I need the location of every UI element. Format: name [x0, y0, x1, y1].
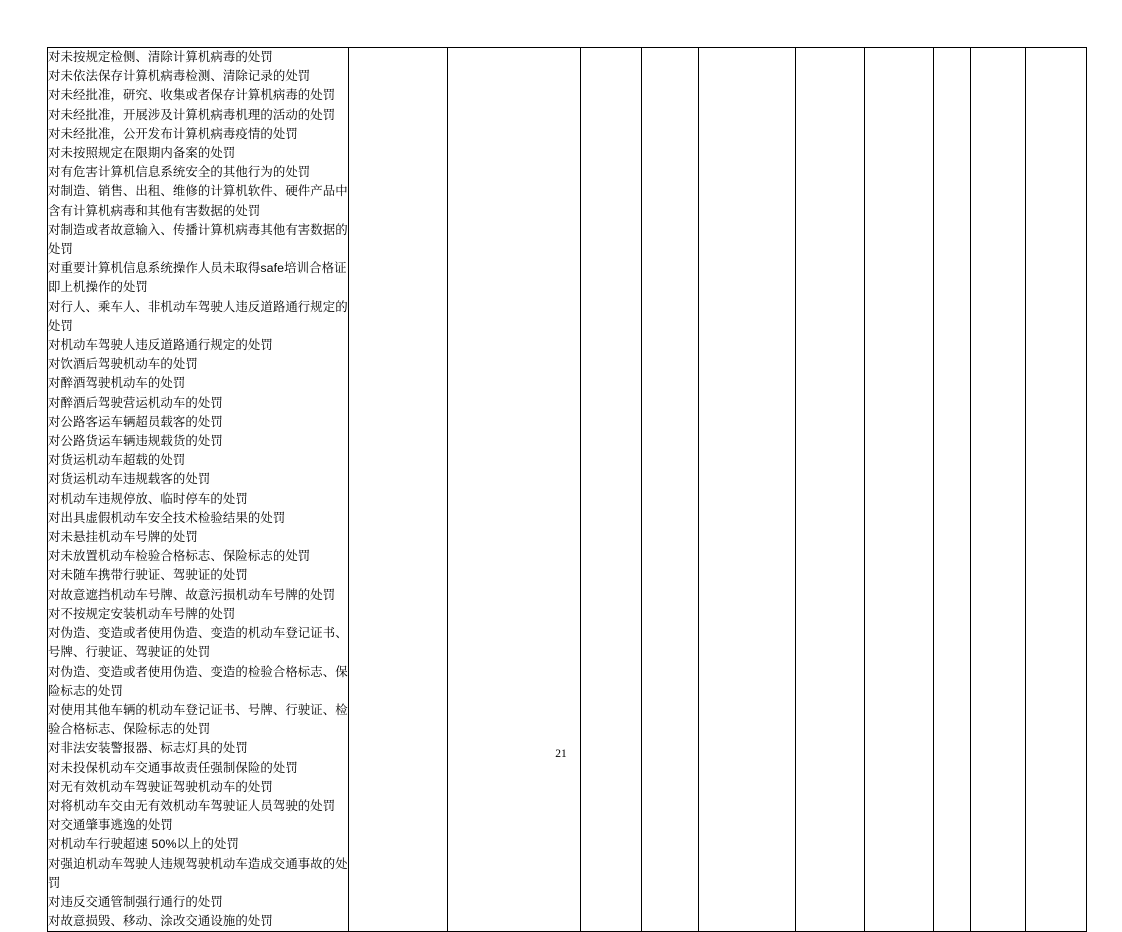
list-item: 对饮酒后驾驶机动车的处罚: [48, 357, 198, 372]
list-item: 对醉酒后驾驶营运机动车的处罚: [48, 395, 223, 410]
list-item: 对未随车携带行驶证、驾驶证的处罚: [48, 568, 248, 583]
list-item: 对未依法保存计算机病毒检测、清除记录的处罚: [48, 69, 311, 84]
list-item: 对伪造、变造或者使用伪造、变造的检验合格标志、保险标志的处罚: [48, 664, 348, 698]
list-item: 对未悬挂机动车号牌的处罚: [48, 530, 198, 545]
table-cell-col9: [934, 48, 971, 932]
list-item: 对违反交通管制强行通行的处罚: [48, 894, 223, 909]
administrative-penalty-table: [47, 47, 1087, 932]
list-item: 对重要计算机信息系统操作人员未取得safe培训合格证即上机操作的处罚: [48, 261, 347, 295]
table-row: [48, 48, 1087, 932]
list-item: 对机动车驾驶人违反道路通行规定的处罚: [48, 338, 273, 353]
list-item: 对交通肇事逃逸的处罚: [48, 818, 173, 833]
table-cell-col3: [448, 48, 581, 932]
list-item: 对出具虚假机动车安全技术检验结果的处罚: [48, 510, 286, 525]
list-item: 对货运机动车超载的处罚: [48, 453, 186, 468]
list-item: 对公路客运车辆超员载客的处罚: [48, 414, 223, 429]
table-cell-col10: [971, 48, 1026, 932]
list-item: 对故意遮挡机动车号牌、故意污损机动车号牌的处罚: [48, 587, 336, 602]
table-cell-col6: [699, 48, 796, 932]
list-item: 对非法安装警报器、标志灯具的处罚: [48, 741, 248, 756]
list-item: 对醉酒驾驶机动车的处罚: [48, 376, 186, 391]
list-item: 对制造或者故意输入、传播计算机病毒其他有害数据的处罚: [48, 222, 348, 257]
list-item: 对故意损毁、移动、涂改交通设施的处罚: [48, 914, 273, 929]
list-item: 对未经批准，研究、收集或者保存计算机病毒的处罚: [48, 88, 336, 103]
table-container: [47, 47, 1075, 932]
penalty-items-cell: [48, 48, 349, 932]
table-cell-col8: [865, 48, 934, 932]
list-item: 对货运机动车违规载客的处罚: [48, 472, 211, 487]
table-cell-col7: [796, 48, 865, 932]
list-item: 对无有效机动车驾驶证驾驶机动车的处罚: [48, 779, 273, 794]
table-cell-col5: [642, 48, 699, 932]
list-item: 对机动车行驶超速 50%以上的处罚: [48, 837, 240, 852]
penalty-item-list: [48, 48, 348, 931]
list-item: 对行人、乘车人、非机动车驾驶人违反道路通行规定的处罚: [48, 299, 348, 333]
table-cell-col11: [1026, 48, 1087, 932]
list-item: 对强迫机动车驾驶人违规驾驶机动车造成交通事故的处罚: [48, 856, 348, 890]
list-item: 对不按规定安装机动车号牌的处罚: [48, 606, 236, 621]
list-item: 对未经批准，开展涉及计算机病毒机理的活动的处罚: [48, 107, 336, 122]
list-item: 对制造、销售、出租、维修的计算机软件、硬件产品中含有计算机病毒和其他有害数据的处罚: [48, 184, 348, 218]
list-item: 对未放置机动车检验合格标志、保险标志的处罚: [48, 549, 311, 564]
list-item: 对机动车违规停放、临时停车的处罚: [48, 491, 248, 506]
list-item: 对将机动车交由无有效机动车驾驶证人员驾驶的处罚: [48, 798, 336, 813]
list-item: 对未经批准，公开发布计算机病毒疫情的处罚: [48, 126, 298, 141]
list-item: 对未按照规定在限期内备案的处罚: [48, 146, 236, 161]
list-item: 对伪造、变造或者使用伪造、变造的机动车登记证书、号牌、行驶证、驾驶证的处罚: [48, 626, 348, 660]
list-item: 对未投保机动车交通事故责任强制保险的处罚: [48, 760, 298, 775]
list-item: 对有危害计算机信息系统安全的其他行为的处罚: [48, 165, 311, 180]
list-item: 对使用其他车辆的机动车登记证书、号牌、行驶证、检验合格标志、保险标志的处罚: [48, 702, 348, 737]
table-cell-col2: [349, 48, 448, 932]
list-item: 对公路货运车辆违规载货的处罚: [48, 434, 223, 449]
list-item: 对未按规定检侧、清除计算机病毒的处罚: [48, 50, 273, 64]
page-number: 21: [555, 748, 567, 760]
table-cell-col4: [581, 48, 642, 932]
